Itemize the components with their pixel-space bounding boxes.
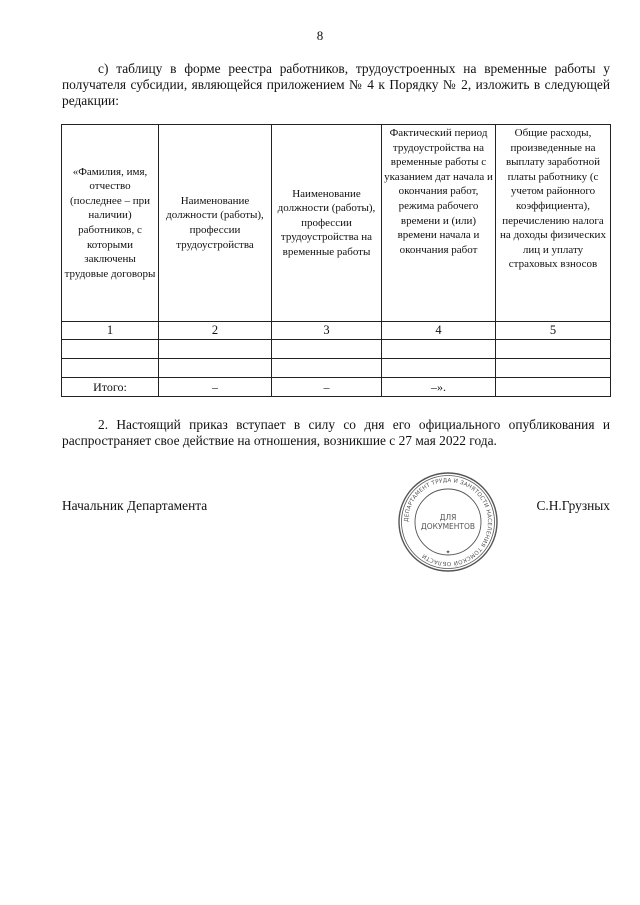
table-row xyxy=(62,340,611,359)
table-row xyxy=(62,359,611,378)
header-cell-temporary-position: Наименование должности (работы), профессии трудоустройства на временные работы xyxy=(272,125,382,322)
table-cell xyxy=(62,340,159,359)
table-total-row xyxy=(62,378,611,397)
header-cell-full-name: «Фамилия, имя, отчество (последнее – при наличии) работников, с которыми заключены трудовые договоры xyxy=(62,125,159,322)
table-cell xyxy=(272,340,382,359)
column-number: 1 xyxy=(62,322,159,340)
page-number: 8 xyxy=(316,28,324,43)
table-cell xyxy=(272,359,382,378)
table-cell xyxy=(382,340,496,359)
column-number: 4 xyxy=(382,322,496,340)
total-cell: –». xyxy=(382,378,496,397)
stamp-center-text: ДЛЯ ДОКУМЕНТОВ xyxy=(420,513,476,531)
total-label-cell: Итого: xyxy=(62,378,159,397)
header-cell-employment-period: Фактический период трудоустройства на временные работы с указанием дат начала и окончания работ, режима рабочего времени и (или) времени начала и окончания работ xyxy=(382,125,496,322)
table-cell xyxy=(382,359,496,378)
intro-paragraph: с) таблицу в форме реестра работников, трудоустроенных на временные работы у получателя субсидии, являющейся приложением № 4 к Порядку № 2, изложить в следующей редакции: xyxy=(62,61,610,108)
official-stamp xyxy=(396,470,500,574)
table-cell xyxy=(496,340,611,359)
signatory-name: С.Н.Грузных xyxy=(536,498,610,513)
effective-date-paragraph: 2. Настоящий приказ вступает в силу со дня его официального опубликования и распространяет свое действие на отношения, возникшие с 27 мая 2022 года. xyxy=(62,417,610,448)
table-cell xyxy=(62,359,159,378)
stamp-ring-text: ДЕПАРТАМЕНТ ТРУДА И ЗАНЯТОСТИ НАСЕЛЕНИЯ ТОМСКОЙ ОБЛАСТИ xyxy=(403,477,493,567)
total-cell xyxy=(496,378,611,397)
total-cell: – xyxy=(272,378,382,397)
header-cell-total-expenses: Общие расходы, произведенные на выплату заработной платы работнику (с учетом районного коэффициента), перечислению налога на доходы физических лиц и уплату страховых взносов xyxy=(496,125,611,322)
stamp-star-icon: ✦ xyxy=(445,549,451,556)
workers-registry-table xyxy=(61,124,611,397)
header-cell-position: Наименование должности (работы), профессии трудоустройства xyxy=(159,125,272,322)
total-cell: – xyxy=(159,378,272,397)
column-number: 5 xyxy=(496,322,611,340)
column-number: 2 xyxy=(159,322,272,340)
column-number: 3 xyxy=(272,322,382,340)
table-column-numbers-row xyxy=(62,322,611,340)
table-header-row xyxy=(62,125,611,322)
table-cell xyxy=(159,340,272,359)
table-cell xyxy=(496,359,611,378)
signatory-position: Начальник Департамента xyxy=(62,498,208,513)
table-cell xyxy=(159,359,272,378)
